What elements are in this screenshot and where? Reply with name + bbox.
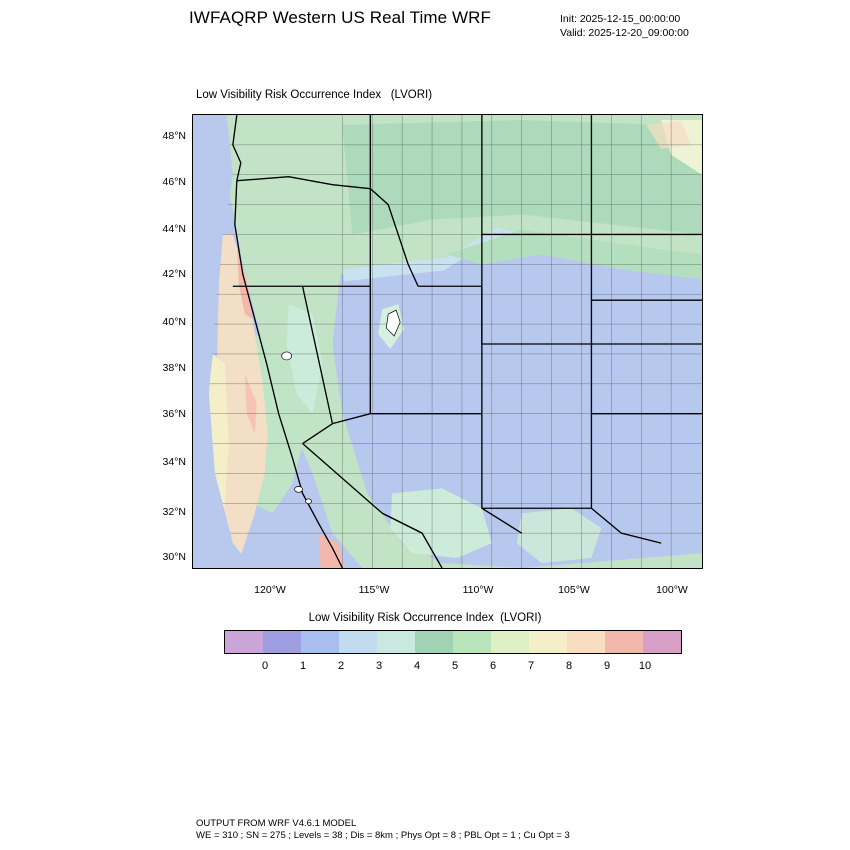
colorbar-tick-9: 9: [603, 660, 611, 672]
colorbar-swatch-9: [567, 631, 605, 653]
y-tick-46N: 46°N: [162, 176, 186, 188]
plot-title: Low Visibility Risk Occurrence Index (LVORI): [196, 89, 433, 101]
colorbar-swatch-1: [263, 631, 301, 653]
model-info-line1: OUTPUT FROM WRF V4.6.1 MODEL: [196, 818, 357, 829]
colorbar-tick-1: 1: [299, 660, 307, 672]
colorbar-tick-7: 7: [527, 660, 535, 672]
colorbar-swatch-2: [301, 631, 339, 653]
y-tick-34N: 34°N: [162, 456, 186, 468]
page-title: IWFAQRP Western US Real Time WRF: [188, 8, 491, 27]
colorbar-tick-2: 2: [337, 660, 345, 672]
x-tick-100W: 100°W: [656, 584, 688, 596]
colorbar-swatch-7: [491, 631, 529, 653]
y-tick-36N: 36°N: [162, 408, 186, 420]
colorbar-tick-0: 0: [261, 660, 269, 672]
y-tick-40N: 40°N: [162, 316, 186, 328]
colorbar-swatch-3: [339, 631, 377, 653]
colorbar-title: Low Visibility Risk Occurrence Index (LVORI): [308, 612, 542, 624]
init-time: Init: 2025-12-15_00:00:00: [560, 13, 681, 25]
x-axis-labels: [192, 584, 703, 602]
colorbar-ticks: [224, 660, 682, 678]
valid-time: Valid: 2025-12-20_09:00:00: [560, 27, 689, 39]
colorbar-tick-10: 10: [638, 660, 652, 672]
y-tick-48N: 48°N: [162, 130, 186, 142]
y-tick-32N: 32°N: [162, 506, 186, 518]
y-axis-labels: [118, 114, 186, 569]
colorbar-tick-6: 6: [489, 660, 497, 672]
colorbar[interactable]: [224, 630, 682, 654]
y-tick-42N: 42°N: [162, 268, 186, 280]
colorbar-tick-5: 5: [451, 660, 459, 672]
model-info-line2: WE = 310 ; SN = 275 ; Levels = 38 ; Dis = 8km ; Phys Opt = 8 ; PBL Opt = 1 ; Cu Opt = 3: [196, 830, 570, 841]
colorbar-swatch-5: [415, 631, 453, 653]
map-panel[interactable]: [192, 114, 703, 569]
colorbar-tick-8: 8: [565, 660, 573, 672]
run-info: [560, 12, 689, 40]
lvori-field-blue: [332, 234, 702, 568]
y-tick-30N: 30°N: [162, 551, 186, 563]
colorbar-swatch-4: [377, 631, 415, 653]
y-tick-38N: 38°N: [162, 362, 186, 374]
colorbar-swatch-11: [643, 631, 681, 653]
colorbar-swatch-8: [529, 631, 567, 653]
model-info: [196, 818, 570, 842]
x-tick-110W: 110°W: [462, 584, 494, 596]
colorbar-swatch-6: [453, 631, 491, 653]
x-tick-115W: 115°W: [358, 584, 390, 596]
map-canvas[interactable]: [193, 115, 702, 568]
x-tick-120W: 120°W: [254, 584, 286, 596]
y-tick-44N: 44°N: [162, 223, 186, 235]
colorbar-tick-3: 3: [375, 660, 383, 672]
colorbar-tick-4: 4: [413, 660, 421, 672]
colorbar-swatch-10: [605, 631, 643, 653]
x-tick-105W: 105°W: [558, 584, 590, 596]
colorbar-swatch-0: [225, 631, 263, 653]
